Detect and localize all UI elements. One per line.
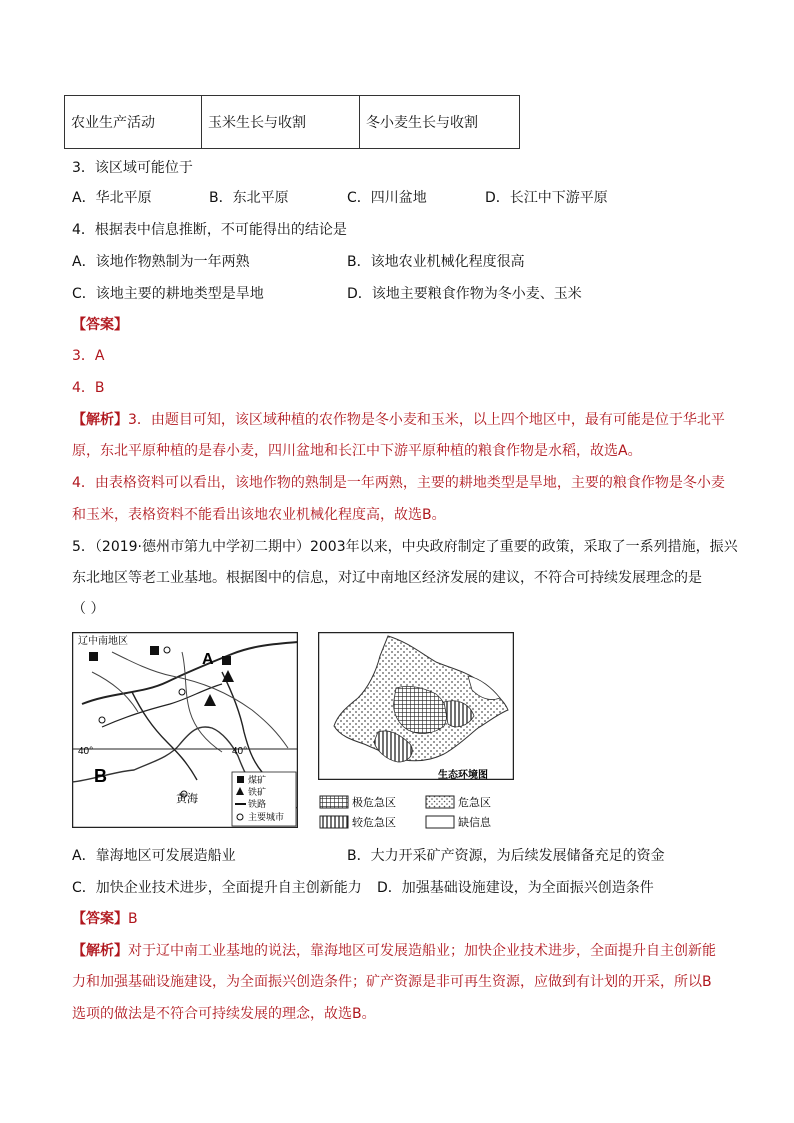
coal-mine-icon <box>222 656 231 665</box>
q5-option-d: D．加强基础设施建设，为全面振兴创造条件 <box>377 880 654 896</box>
q5-option-a: A．靠海地区可发展造船业 <box>72 848 236 864</box>
q4-option-d: D．该地主要粮食作物为冬小麦、玉米 <box>347 286 582 302</box>
analysis-text: 力和加强基础设施建设，为全面振兴创造条件；矿产资源是非可再生资源，应做到有计划的开采，所以B <box>72 974 712 990</box>
answer-4: 4．B <box>72 380 105 396</box>
analysis-tag: 【解析】 <box>72 412 128 428</box>
q3-option-a: A．华北平原 <box>72 190 152 206</box>
lat-right: 40° <box>232 746 248 757</box>
answer-value: B <box>128 911 138 927</box>
analysis-text: 4．由表格资料可以看出，该地作物的熟制是一年两熟，主要的耕地类型是旱地，主要的粮食作物是冬小麦 <box>72 475 725 491</box>
q4-option-a: A．该地作物熟制为一年两熟 <box>72 254 250 270</box>
legend-iron: 铁矿 <box>248 787 267 797</box>
lat-left: 40° <box>78 746 94 757</box>
legend-rail: 铁路 <box>248 799 267 809</box>
liaozhongnan-map <box>72 632 298 828</box>
q3-option-d: D．长江中下游平原 <box>485 190 608 206</box>
q3-option-c: C．四川盆地 <box>347 190 427 206</box>
legend-no-info: 缺信息 <box>458 817 491 829</box>
city-icon <box>164 647 170 653</box>
coal-mine-icon <box>89 652 98 661</box>
analysis-text: 选项的做法是不符合可持续发展的理念，故选B。 <box>72 1006 376 1022</box>
label-a: A <box>202 651 214 668</box>
analysis-text: 原，东北平原种植的是春小麦，四川盆地和长江中下游平原种植的粮食作物是水稻，故选A。 <box>72 443 642 459</box>
table-row <box>65 96 520 149</box>
crop-table <box>64 95 520 149</box>
city-icon <box>99 717 105 723</box>
eco-map-legend <box>318 790 518 834</box>
analysis-text: 对于辽中南工业基地的说法，靠海地区可发展造船业；加快企业技术进步，全面提升自主创新能 <box>128 943 716 959</box>
table-cell: 冬小麦生长与收割 <box>360 96 520 149</box>
q5-option-b: B．大力开采矿产资源，为后续发展储备充足的资金 <box>347 848 665 864</box>
q5-stem: 东北地区等老工业基地。根据图中的信息，对辽中南地区经济发展的建议，不符合可持续发展理念的是 <box>72 570 702 586</box>
answer-3: 3．A <box>72 348 105 364</box>
legend-extreme: 极危急区 <box>352 797 396 809</box>
analysis-text: 3．由题目可知，该区域种植的农作物是冬小麦和玉米，以上四个地区中，最有可能是位于华北平 <box>128 412 725 428</box>
eco-map <box>318 632 514 780</box>
q3-option-b: B．东北平原 <box>209 190 289 206</box>
map2-title: 生态环境图 <box>438 770 488 780</box>
analysis-tag: 【解析】 <box>72 943 128 959</box>
label-b: B <box>94 766 107 786</box>
coal-mine-icon <box>150 646 159 655</box>
map1-title: 辽中南地区 <box>78 636 128 647</box>
legend-critical: 危急区 <box>458 797 491 809</box>
answer-tag: 【答案】 <box>72 911 128 927</box>
analysis-text: 和玉米，表格资料不能看出该地农业机械化程度高，故选B。 <box>72 507 446 523</box>
q5-stem: 5．（2019·德州市第九中学初二期中）2003年以来，中央政府制定了重要的政策，采取了一系列措施，振兴 <box>72 539 738 555</box>
answer-tag: 【答案】 <box>72 317 128 333</box>
q3-stem: 3．该区域可能位于 <box>72 160 193 176</box>
legend-coal: 煤矿 <box>248 775 267 785</box>
table-cell: 农业生产活动 <box>65 96 202 149</box>
q4-option-c: C．该地主要的耕地类型是旱地 <box>72 286 264 302</box>
city-icon <box>179 689 185 695</box>
q4-option-b: B．该地农业机械化程度很高 <box>347 254 525 270</box>
q5-blank: （ ） <box>72 601 105 617</box>
sea-label: 黄海 <box>176 793 198 805</box>
legend-more-critical: 较危急区 <box>352 817 396 829</box>
q5-option-c: C．加快企业技术进步，全面提升自主创新能力 <box>72 880 362 896</box>
legend-city: 主要城市 <box>248 812 285 822</box>
table-cell: 玉米生长与收割 <box>202 96 360 149</box>
q4-stem: 4．根据表中信息推断，不可能得出的结论是 <box>72 222 347 238</box>
